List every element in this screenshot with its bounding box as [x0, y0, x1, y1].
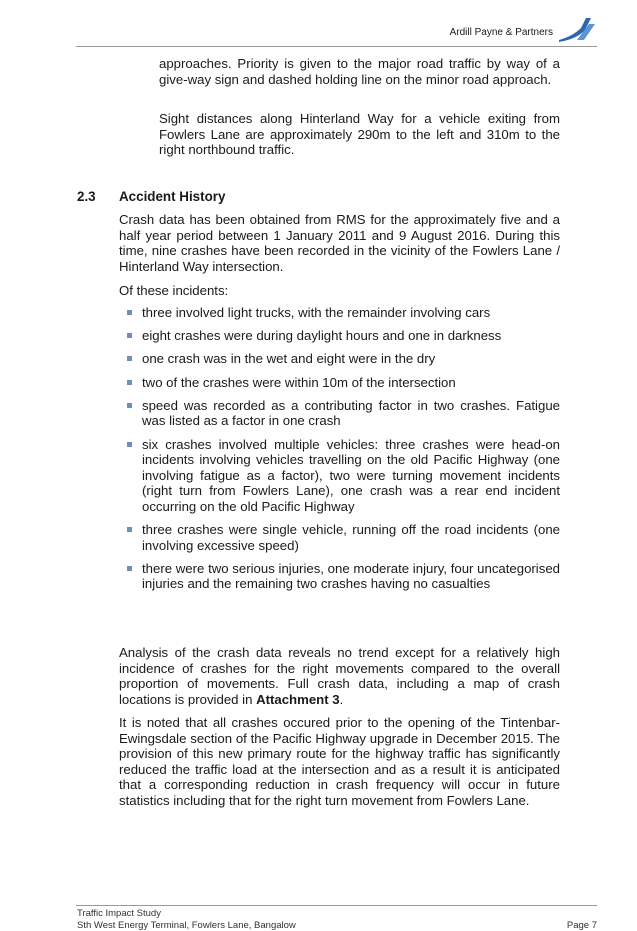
highway-note-paragraph: It is noted that all crashes occured prior to the opening of the Tintenbar-Ewingsdale section of the Pacific Highway upgrade in December 2015. The provision of this new primary route for the highway traffic has significantly reduced the traffic load at the intersection and as a result it is anticipated that a corresponding reduction in crash frequency will occur in future statistics including that for the right turn movement from Fowlers Lane. — [119, 715, 560, 808]
list-item: three crashes were single vehicle, running off the road incidents (one involving excessive speed) — [119, 522, 560, 553]
page-number: Page 7 — [566, 920, 597, 931]
bullet-square-icon — [127, 310, 132, 315]
footer-divider — [76, 905, 597, 906]
list-item: there were two serious injuries, one moderate injury, four uncategorised injuries and the remaining two crashes having no casualties — [119, 561, 560, 592]
list-item: eight crashes were during daylight hours and one in darkness — [119, 328, 560, 344]
bullet-square-icon — [127, 442, 132, 447]
bullet-square-icon — [127, 356, 132, 361]
intro-paragraph-2: Sight distances along Hinterland Way for a vehicle exiting from Fowlers Lane are approximately 290m to the left and 310m to the right northbound traffic. — [159, 111, 560, 158]
list-item: six crashes involved multiple vehicles: three crashes were head-on incidents involving vehicles travelling on the old Pacific Highway (one involving fatigue as a factor), two were turning movement incidents (right turn from Fowlers Lane), one crash was a rear end incident occurring on the old Pacific Highway — [119, 437, 560, 515]
footer-subtitle: Sth West Energy Terminal, Fowlers Lane, Bangalow — [77, 920, 296, 931]
list-item: three involved light trucks, with the remainder involving cars — [119, 305, 560, 321]
attachment-reference: Attachment 3 — [256, 691, 340, 707]
bullet-square-icon — [127, 403, 132, 408]
incidents-intro: Of these incidents: — [119, 283, 229, 298]
intro-paragraph-1: approaches. Priority is given to the major road traffic by way of a give-way sign and dashed holding line on the minor road approach. — [159, 56, 560, 87]
bullet-square-icon — [127, 380, 132, 385]
incident-list — [119, 305, 560, 600]
list-item: two of the crashes were within 10m of the intersection — [119, 375, 560, 391]
bullet-square-icon — [127, 527, 132, 532]
ap-logo-icon — [555, 14, 597, 44]
analysis-paragraph: Analysis of the crash data reveals no trend except for a relatively high incidence of crashes for the right movements compared to the overall proportion of movements. Full crash data, including a map of crash locations is provided in Attachment 3. — [119, 645, 560, 707]
bullet-square-icon — [127, 566, 132, 571]
section-number: 2.3 — [77, 189, 96, 204]
list-item: speed was recorded as a contributing factor in two crashes. Fatigue was listed as a factor in one crash — [119, 398, 560, 429]
company-name: Ardill Payne & Partners — [449, 27, 553, 38]
bullet-square-icon — [127, 333, 132, 338]
header-divider — [76, 46, 597, 47]
list-item: one crash was in the wet and eight were in the dry — [119, 351, 560, 367]
crash-data-paragraph: Crash data has been obtained from RMS for the approximately five and a half year period between 1 January 2011 and 9 August 2016. During this time, nine crashes have been recorded in the vicinity of the Fowlers Lane / Hinterland Way intersection. — [119, 212, 560, 274]
footer-title: Traffic Impact Study — [77, 908, 161, 919]
footer-subtitle-row — [77, 920, 597, 931]
section-title: Accident History — [119, 189, 226, 204]
